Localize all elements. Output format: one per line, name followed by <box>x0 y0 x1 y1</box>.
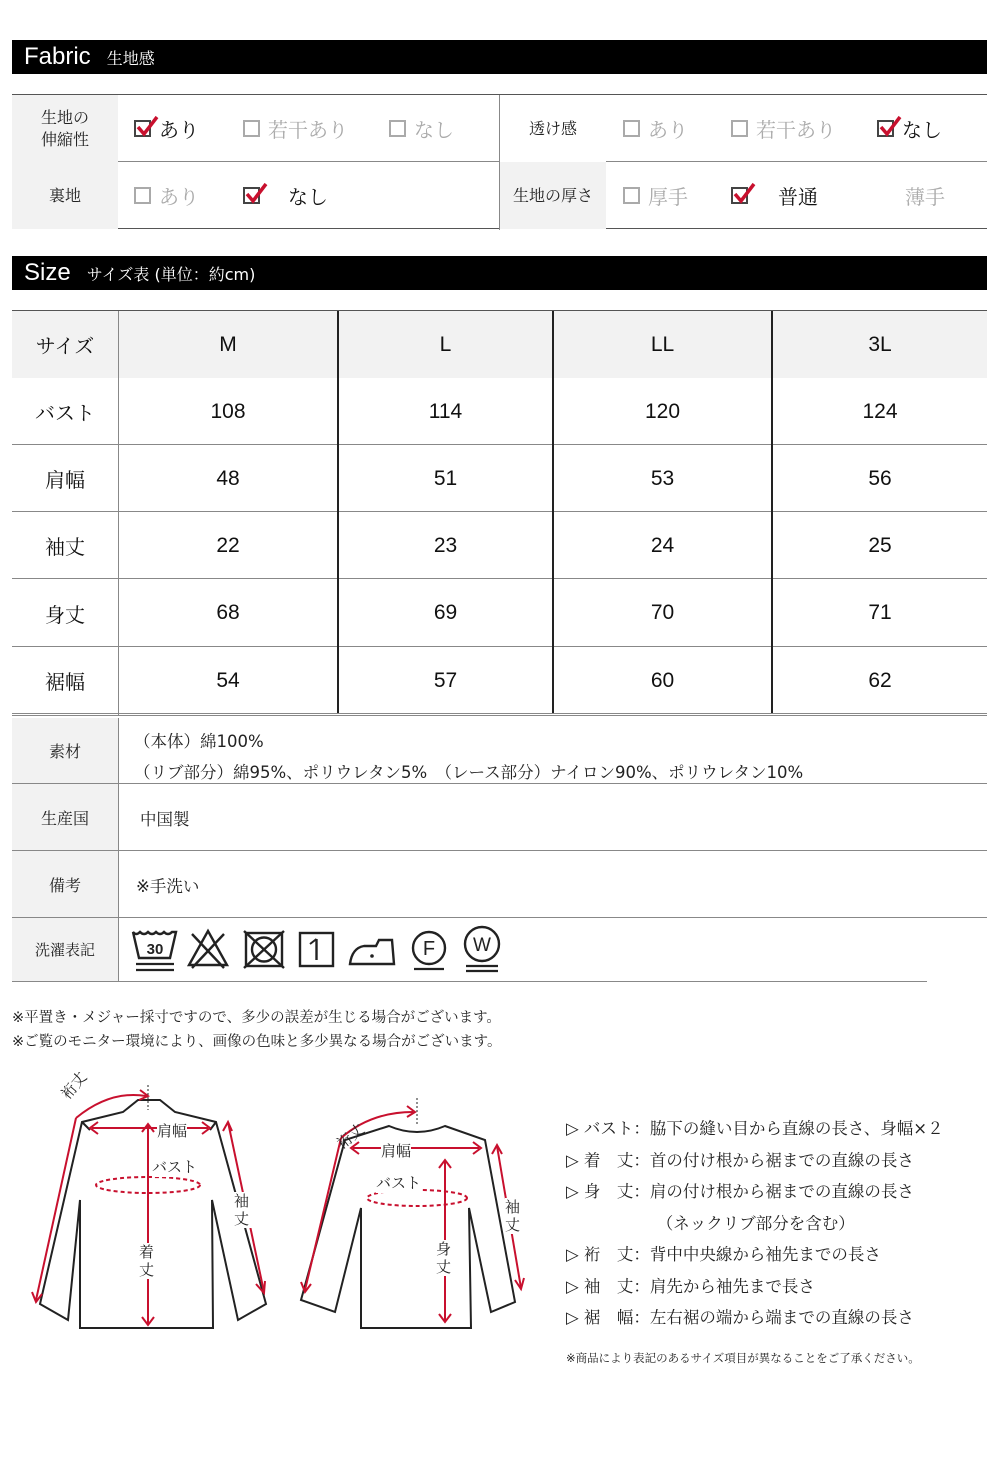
checkbox-checked <box>243 187 260 204</box>
option-label: あり <box>648 118 688 142</box>
iron-low-icon <box>346 934 398 968</box>
cell: 62 <box>868 668 892 692</box>
cell: 48 <box>216 466 240 490</box>
cell: 51 <box>433 466 458 490</box>
option-label: 普通 <box>778 185 818 209</box>
thickness-option-thin <box>905 162 945 229</box>
size-title: Size <box>24 259 71 286</box>
definition-item: （ネックリブ部分を含む） <box>566 1213 855 1233</box>
size-table <box>12 310 987 694</box>
remarks-value: ※手洗い <box>136 877 200 896</box>
table-divider <box>552 311 554 713</box>
definition-item: ▷ 裾 幅：左右裾の端から端までの直線の長さ <box>566 1308 914 1327</box>
definition-item: ▷ バスト：脇下の縫い目から直線の長さ、身幅×２ <box>566 1119 944 1138</box>
table-divider <box>771 311 773 713</box>
lining-option-yes <box>134 162 199 229</box>
cell: 53 <box>650 466 675 490</box>
cell: 23 <box>433 533 458 557</box>
cell: 56 <box>868 466 892 490</box>
lining-option-no <box>243 162 328 229</box>
size-row-body-length <box>12 579 987 647</box>
thickness-option-thick <box>623 162 688 229</box>
size-section-header <box>12 256 987 290</box>
line-dry-icon <box>297 930 337 970</box>
stretch-label: 生地の 伸縮性 <box>12 95 118 162</box>
option-label: なし <box>414 118 454 142</box>
remarks-label: 備考 <box>12 851 118 917</box>
definition-item: ▷ 身 丈：肩の付け根から裾までの直線の長さ <box>566 1182 914 1201</box>
size-row-hem <box>12 647 987 714</box>
cell: 71 <box>868 601 892 624</box>
diagram1-bust: バスト <box>152 1158 198 1176</box>
note-1: ※平置き・メジャー採寸ですので、多少の誤差が生じる場合がございます。 <box>12 1010 501 1026</box>
footnote: ※商品により表記のあるサイズ項目が異なることをご了承ください。 <box>566 1351 920 1365</box>
care-f-letter: F <box>422 938 436 960</box>
diagram2-yuki: 裄丈 <box>333 1120 368 1153</box>
checkbox-checked <box>731 187 748 204</box>
care-label: 洗濯表記 <box>12 918 118 981</box>
note-2: ※ご覧のモニター環境により、画像の色味と多少異なる場合がございます。 <box>12 1034 502 1050</box>
stretch-option-no <box>389 95 454 162</box>
diagram1-sodetake: 袖丈 <box>234 1192 252 1228</box>
cell: 70 <box>650 601 675 624</box>
size-row-sleeve <box>12 512 987 579</box>
garment-diagram-crewneck <box>295 1090 535 1340</box>
cell: 108 <box>210 399 246 423</box>
checkbox-empty <box>243 120 260 137</box>
stretch-option-yes <box>134 95 199 162</box>
info-divider <box>118 718 119 982</box>
stretch-option-slight <box>243 95 348 162</box>
diagram2-katahaba: 肩幅 <box>381 1142 412 1160</box>
measurement-definitions <box>566 1113 944 1334</box>
definition-item: ▷ 裄 丈：背中中央線から袖先までの長さ <box>566 1245 881 1264</box>
checkbox-checked <box>134 120 151 137</box>
fabric-divider <box>499 95 500 230</box>
material-line-2: （リブ部分）綿95%、ポリウレタン5% （レース部分）ナイロン90%、ポリウレタン10% <box>134 763 804 782</box>
no-tumble-dry-icon <box>242 930 286 970</box>
cell: 22 <box>216 533 240 557</box>
row-label: 肩幅 <box>45 468 85 492</box>
diagram1-kitake: 着丈 <box>139 1243 157 1279</box>
checkbox-empty <box>389 120 406 137</box>
fabric-subtitle: 生地感 <box>106 48 155 68</box>
origin-label: 生産国 <box>12 784 118 850</box>
origin-row <box>12 784 987 851</box>
diagram2-mitake: 身丈 <box>436 1240 454 1276</box>
diagram2-sodetake: 袖丈 <box>505 1198 523 1234</box>
checkbox-checked <box>877 120 894 137</box>
no-bleach-icon <box>186 928 230 970</box>
diagram1-yuki: 裄丈 <box>57 1068 91 1103</box>
option-label: あり <box>159 185 199 209</box>
fabric-section-header <box>12 40 987 74</box>
wash-30-icon <box>130 928 180 974</box>
size-row-bust <box>12 378 987 445</box>
cell: 68 <box>216 601 240 624</box>
diagram1-katahaba: 肩幅 <box>157 1122 188 1140</box>
cell: 57 <box>433 668 458 692</box>
size-row-shoulder <box>12 445 987 512</box>
table-divider <box>337 311 339 713</box>
care-w-letter: W <box>473 935 491 956</box>
origin-value: 中国製 <box>140 810 190 829</box>
wash-temp: 30 <box>146 941 164 958</box>
definition-item: ▷ 袖 丈：肩先から袖先まで長さ <box>566 1276 815 1296</box>
sheer-option-yes <box>623 95 688 162</box>
checkbox-empty <box>623 120 640 137</box>
material-row <box>12 718 987 784</box>
thickness-option-normal <box>731 162 818 229</box>
definition-item: ▷ 着 丈：首の付け根から裾までの直線の長さ <box>566 1150 914 1170</box>
cell: 124 <box>862 399 898 423</box>
row-label: 裾幅 <box>45 670 85 694</box>
option-label: なし <box>902 118 942 142</box>
cell: 24 <box>650 533 675 557</box>
size-col-ll: LL <box>554 311 771 378</box>
cell: 60 <box>650 668 675 692</box>
fabric-table <box>12 94 987 229</box>
option-label: 厚手 <box>648 185 688 209</box>
cell: 25 <box>868 533 892 557</box>
size-subtitle: サイズ表 (単位：約cm) <box>86 264 256 284</box>
checkbox-empty <box>134 187 151 204</box>
sheer-label: 透け感 <box>500 95 606 162</box>
row-label: 身丈 <box>45 602 85 627</box>
thickness-label: 生地の厚さ <box>500 162 606 229</box>
checkbox-empty <box>731 120 748 137</box>
lining-label: 裏地 <box>12 162 118 229</box>
option-label: あり <box>159 118 199 142</box>
size-header-label: サイズ <box>12 311 118 378</box>
diagram2-bust: バスト <box>376 1174 422 1192</box>
size-col-3l: 3L <box>773 311 987 378</box>
row-label: 袖丈 <box>45 535 85 559</box>
cell: 120 <box>644 399 681 423</box>
cell: 69 <box>433 601 458 624</box>
fabric-title: Fabric <box>24 43 91 70</box>
remarks-row <box>12 851 987 918</box>
divider <box>12 715 987 716</box>
size-col-m: M <box>119 311 337 378</box>
dry-clean-f-icon <box>408 929 450 971</box>
size-col-l: L <box>339 311 552 378</box>
size-header-row <box>12 311 987 378</box>
row-label: バスト <box>35 401 95 425</box>
option-label: 若干あり <box>756 118 836 142</box>
material-line-1: （本体）綿100% <box>134 732 264 751</box>
cell: 114 <box>428 399 463 423</box>
sheer-option-slight <box>731 95 836 162</box>
option-label: なし <box>288 185 328 209</box>
table-divider <box>118 311 119 715</box>
checkbox-empty <box>623 187 640 204</box>
wet-clean-w-icon <box>460 924 504 974</box>
material-label: 素材 <box>12 718 118 783</box>
option-label: 薄手 <box>905 185 945 209</box>
sheer-option-no <box>877 95 942 162</box>
option-label: 若干あり <box>268 118 348 142</box>
cell: 54 <box>216 668 240 692</box>
